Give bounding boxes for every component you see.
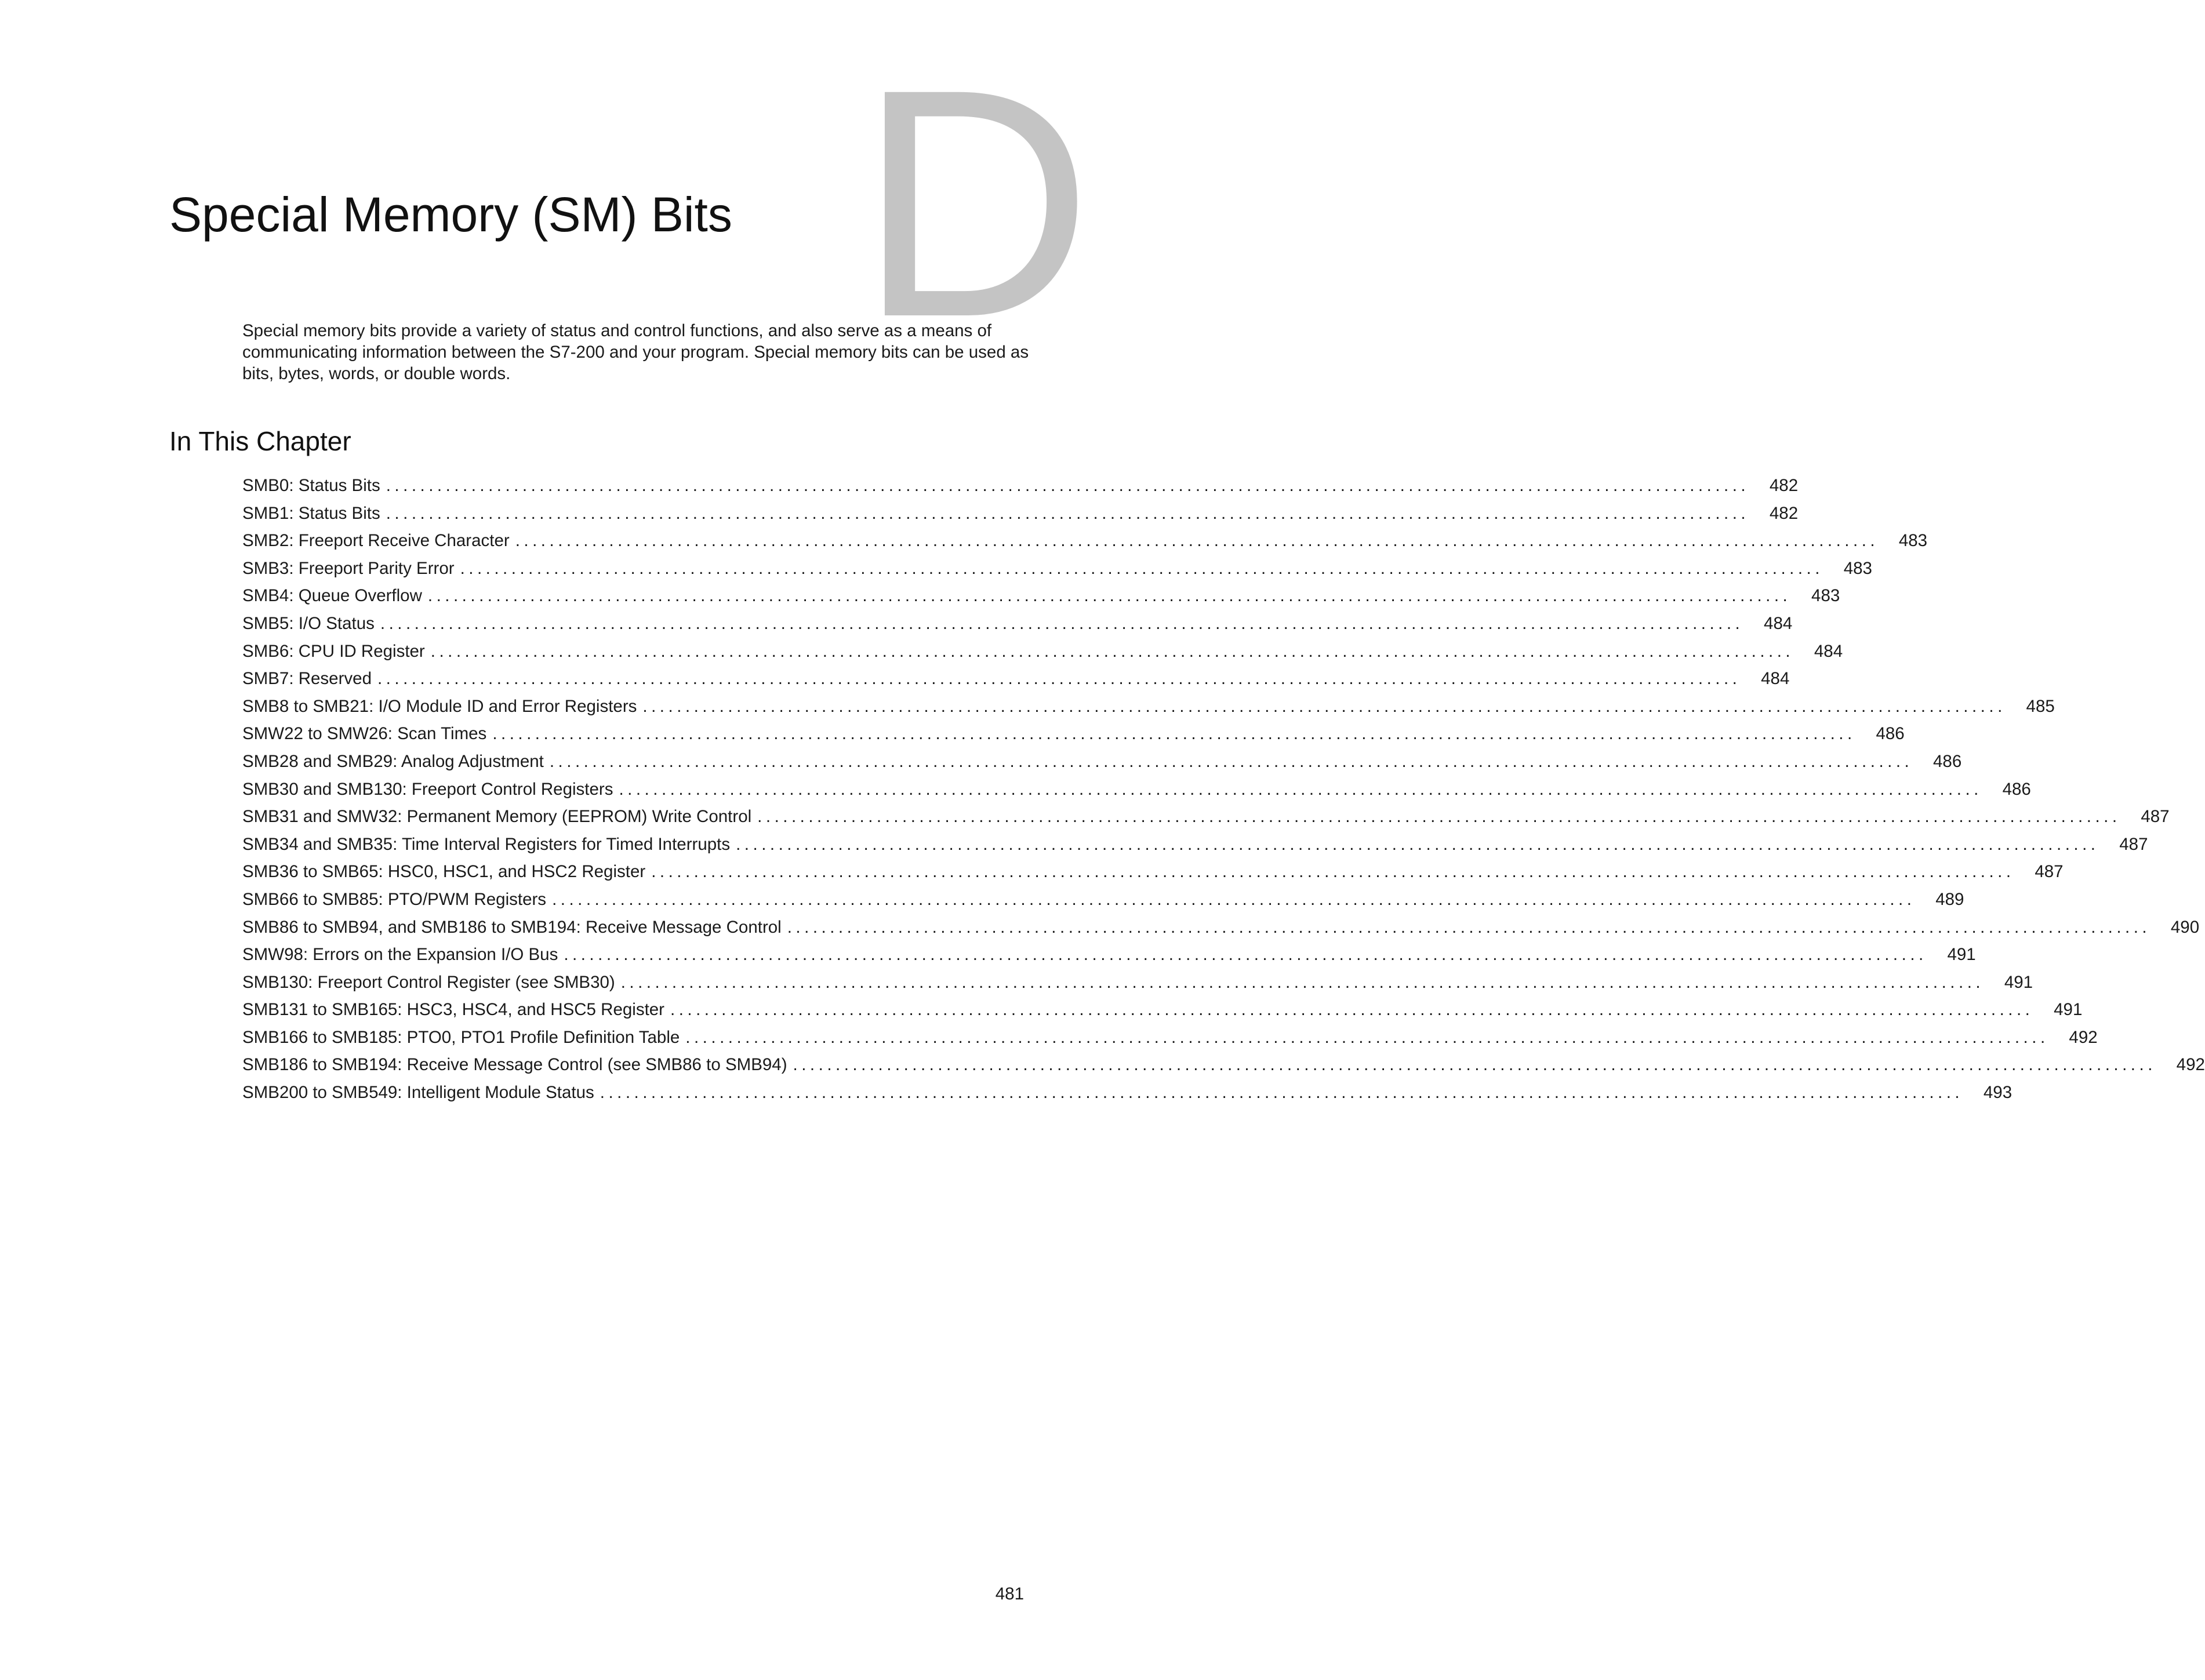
toc-leader-dots: ................................................................................................................................................................ — [427, 586, 1792, 606]
toc-entry[interactable] — [242, 529, 1928, 557]
toc-entry-label: SMB34 and SMB35: Time Interval Registers for Timed Interrupts — [242, 834, 731, 854]
toc-entry-page: 491 — [2054, 1000, 2083, 1020]
toc-leader-dots: ................................................................................................................................................................ — [670, 1000, 2034, 1020]
toc-entry[interactable] — [242, 612, 1793, 640]
table-of-contents — [242, 474, 2205, 1109]
toc-entry-label: SMB86 to SMB94, and SMB186 to SMB194: Receive Message Control — [242, 917, 782, 937]
toc-entry-label: SMB130: Freeport Control Register (see SMB30) — [242, 972, 615, 992]
toc-entry-page: 489 — [1935, 889, 1964, 909]
toc-entry-label: SMB5: I/O Status — [242, 613, 375, 633]
toc-entry-label: SMB7: Reserved — [242, 669, 372, 689]
toc-entry[interactable] — [242, 640, 1843, 668]
toc-entry[interactable] — [242, 998, 2083, 1026]
toc-entry-page: 486 — [1876, 724, 1905, 744]
toc-entry-page: 490 — [2170, 917, 2200, 937]
toc-leader-dots: ................................................................................................................................................................ — [651, 862, 2015, 882]
toc-leader-dots: ................................................................................................................................................................ — [386, 476, 1750, 495]
toc-entry-page: 484 — [1814, 641, 1843, 661]
toc-entry-page: 487 — [2035, 862, 2064, 882]
toc-entry[interactable] — [242, 750, 1962, 778]
page-number: 481 — [995, 1584, 1024, 1603]
toc-entry-label: SMW98: Errors on the Expansion I/O Bus — [242, 945, 558, 965]
toc-entry-page: 486 — [2002, 779, 2031, 799]
toc-leader-dots: ................................................................................................................................................................ — [549, 751, 1913, 771]
toc-entry[interactable] — [242, 888, 1964, 916]
toc-leader-dots: ................................................................................................................................................................ — [757, 807, 2121, 827]
toc-entry-label: SMB28 and SMB29: Analog Adjustment — [242, 751, 544, 771]
toc-entry[interactable] — [242, 584, 1840, 612]
toc-entry[interactable] — [242, 805, 2170, 833]
toc-entry-page: 492 — [2069, 1027, 2098, 1047]
toc-entry-page: 493 — [1983, 1083, 2013, 1103]
toc-leader-dots: ................................................................................................................................................................ — [430, 641, 1794, 661]
toc-entry[interactable] — [242, 971, 2033, 999]
toc-entry-label: SMB1: Status Bits — [242, 503, 380, 523]
toc-leader-dots: ................................................................................................................................................................ — [552, 889, 1916, 909]
toc-entry-page: 491 — [1947, 945, 1976, 965]
toc-entry[interactable] — [242, 943, 1976, 971]
toc-entry-label: SMB8 to SMB21: I/O Module ID and Error Registers — [242, 696, 637, 716]
toc-entry[interactable] — [242, 722, 1905, 750]
toc-entry-page: 483 — [1898, 531, 1928, 551]
toc-leader-dots: ................................................................................................................................................................ — [642, 696, 2006, 716]
toc-entry[interactable] — [242, 833, 2148, 861]
toc-entry-label: SMB30 and SMB130: Freeport Control Registers — [242, 779, 613, 799]
toc-leader-dots: ................................................................................................................................................................ — [736, 834, 2099, 854]
appendix-letter: D — [858, 21, 1093, 384]
toc-entry-label: SMB36 to SMB65: HSC0, HSC1, and HSC2 Register — [242, 862, 646, 882]
section-heading: In This Chapter — [169, 426, 351, 456]
toc-entry-label: SMB131 to SMB165: HSC3, HSC4, and HSC5 Register — [242, 1000, 664, 1020]
toc-leader-dots: ................................................................................................................................................................ — [377, 669, 1741, 689]
toc-entry-page: 484 — [1764, 613, 1793, 633]
toc-entry[interactable] — [242, 502, 1799, 530]
toc-entry-page: 492 — [2176, 1055, 2205, 1075]
toc-leader-dots: ................................................................................................................................................................ — [564, 945, 1927, 965]
toc-entry[interactable] — [242, 860, 2064, 888]
toc-leader-dots: ................................................................................................................................................................ — [793, 1055, 2156, 1075]
toc-entry-label: SMB3: Freeport Parity Error — [242, 558, 455, 578]
toc-entry-page: 486 — [1933, 751, 1962, 771]
toc-leader-dots: ................................................................................................................................................................ — [386, 503, 1750, 523]
toc-leader-dots: ................................................................................................................................................................ — [600, 1083, 1964, 1103]
toc-leader-dots: ................................................................................................................................................................ — [619, 779, 1982, 799]
toc-entry-page: 491 — [2004, 972, 2033, 992]
toc-entry-label: SMB4: Queue Overflow — [242, 586, 422, 606]
toc-entry-label: SMW22 to SMW26: Scan Times — [242, 724, 487, 744]
toc-entry-label: SMB66 to SMB85: PTO/PWM Registers — [242, 889, 547, 909]
toc-entry-page: 484 — [1761, 669, 1790, 689]
toc-entry-label: SMB200 to SMB549: Intelligent Module Status — [242, 1083, 594, 1103]
toc-entry-label: SMB6: CPU ID Register — [242, 641, 425, 661]
toc-leader-dots: ................................................................................................................................................................ — [685, 1027, 2049, 1047]
toc-entry[interactable] — [242, 778, 2031, 806]
toc-entry[interactable] — [242, 695, 2055, 723]
toc-entry-label: SMB166 to SMB185: PTO0, PTO1 Profile Definition Table — [242, 1027, 680, 1047]
toc-leader-dots: ................................................................................................................................................................ — [380, 613, 1744, 633]
chapter-title: Special Memory (SM) Bits — [169, 187, 732, 242]
toc-entry[interactable] — [242, 474, 1799, 502]
toc-entry-page: 483 — [1811, 586, 1840, 606]
toc-leader-dots: ................................................................................................................................................................ — [515, 531, 1879, 551]
toc-entry-label: SMB31 and SMW32: Permanent Memory (EEPROM) Write Control — [242, 807, 752, 827]
intro-paragraph: Special memory bits provide a variety of status and control functions, and also serve as a means of communicating information between the S7-200 and your program. Special memory bits can be used as bits, bytes, words, or double words. — [242, 321, 1029, 383]
toc-leader-dots: ................................................................................................................................................................ — [787, 917, 2151, 937]
toc-entry-page: 482 — [1769, 503, 1799, 523]
toc-leader-dots: ................................................................................................................................................................ — [620, 972, 1985, 992]
toc-entry[interactable] — [242, 1081, 2013, 1109]
toc-entry[interactable] — [242, 1053, 2205, 1081]
toc-entry-page: 483 — [1843, 558, 1872, 578]
toc-entry-label: SMB0: Status Bits — [242, 476, 380, 495]
toc-leader-dots: ................................................................................................................................................................ — [492, 724, 1856, 744]
toc-leader-dots: ................................................................................................................................................................ — [460, 558, 1823, 578]
toc-entry[interactable] — [242, 557, 1872, 585]
toc-entry[interactable] — [242, 916, 2200, 944]
toc-entry[interactable] — [242, 1026, 2098, 1054]
toc-entry-page: 482 — [1769, 476, 1799, 495]
toc-entry-label: SMB186 to SMB194: Receive Message Control (see SMB86 to SMB94) — [242, 1055, 787, 1075]
toc-entry-label: SMB2: Freeport Receive Character — [242, 531, 510, 551]
toc-entry-page: 487 — [2141, 807, 2170, 827]
toc-entry-page: 487 — [2119, 834, 2148, 854]
toc-entry-page: 485 — [2026, 696, 2055, 716]
toc-entry[interactable] — [242, 667, 1790, 695]
